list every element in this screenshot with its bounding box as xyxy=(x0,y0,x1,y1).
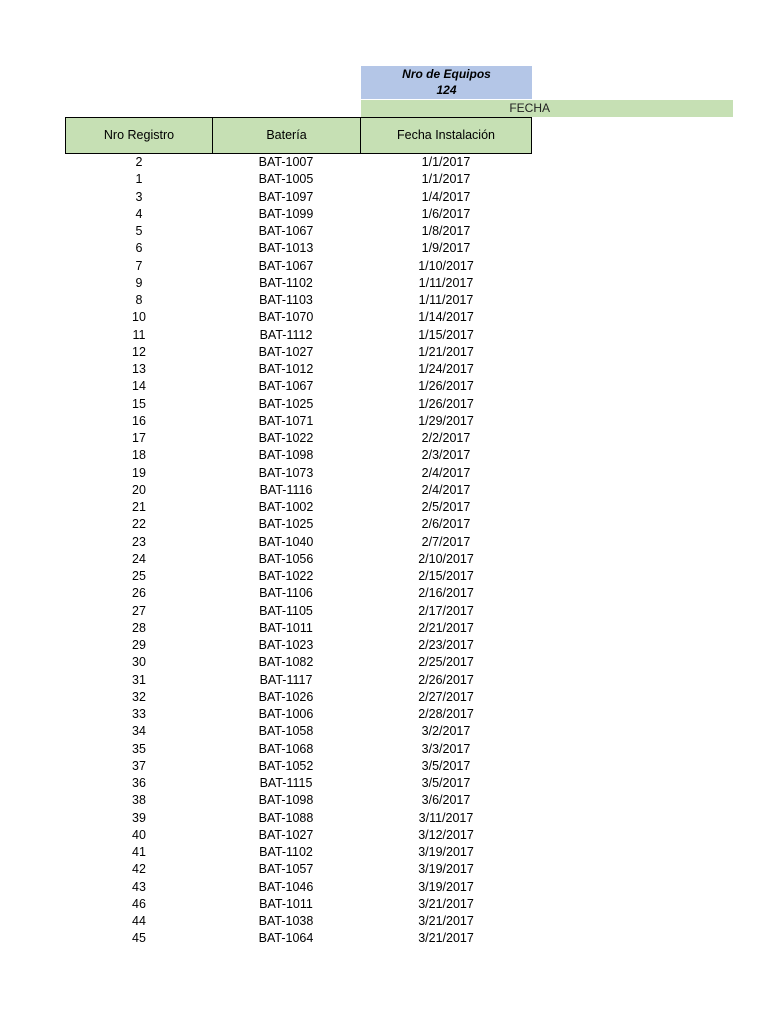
table-row xyxy=(65,378,532,395)
nro-registro-cell[interactable]: 8 xyxy=(135,293,143,307)
fecha-instalacion-cell[interactable]: 2/15/2017 xyxy=(418,569,474,583)
bateria-cell[interactable]: BAT-1064 xyxy=(258,931,314,946)
nro-registro-cell[interactable]: 10 xyxy=(132,310,146,325)
fecha-instalacion-cell[interactable]: 3/3/2017 xyxy=(421,741,471,756)
bateria-cell[interactable]: BAT-1068 xyxy=(258,741,314,756)
table-row xyxy=(65,603,532,620)
bateria-cell[interactable]: BAT-1012 xyxy=(258,362,314,376)
table-row xyxy=(65,447,532,464)
table-row xyxy=(65,258,532,275)
bateria-cell[interactable]: BAT-1102 xyxy=(259,845,313,859)
table-row xyxy=(65,292,532,309)
table-header xyxy=(65,117,532,154)
table-row xyxy=(65,654,532,671)
bateria-cell[interactable]: BAT-1105 xyxy=(259,603,313,618)
nro-registro-cell[interactable]: 30 xyxy=(132,655,146,670)
table-row xyxy=(65,585,532,602)
table-row xyxy=(65,240,532,257)
fecha-instalacion-cell[interactable]: 1/26/2017 xyxy=(418,396,474,411)
column-header-bateria[interactable]: Batería xyxy=(212,117,361,154)
bateria-cell[interactable]: BAT-1097 xyxy=(258,189,314,204)
nro-registro-cell[interactable]: 23 xyxy=(132,534,146,549)
fecha-band-label: FECHA xyxy=(509,101,550,115)
nro-registro-cell[interactable]: 3 xyxy=(135,189,143,204)
table-row xyxy=(65,189,532,206)
fecha-instalacion-cell[interactable]: 2/6/2017 xyxy=(421,517,471,532)
table-row xyxy=(65,275,532,292)
fecha-instalacion-cell[interactable]: 2/21/2017 xyxy=(418,620,474,635)
fecha-instalacion-cell[interactable]: 1/1/2017 xyxy=(421,155,471,169)
column-header-fecha-instalacion[interactable]: Fecha Instalación xyxy=(360,117,532,154)
fecha-instalacion-cell[interactable]: 2/7/2017 xyxy=(421,534,471,549)
bateria-cell[interactable]: BAT-1022 xyxy=(258,569,314,583)
bateria-cell[interactable]: BAT-1007 xyxy=(258,155,314,169)
bateria-cell[interactable]: BAT-1057 xyxy=(258,862,314,877)
bateria-cell[interactable]: BAT-1040 xyxy=(258,534,314,549)
fecha-instalacion-cell[interactable]: 1/1/2017 xyxy=(421,172,471,187)
table-row xyxy=(65,499,532,516)
nro-registro-cell[interactable]: 38 xyxy=(132,793,146,808)
nro-registro-cell[interactable]: 34 xyxy=(132,724,146,739)
nro-registro-cell[interactable]: 4 xyxy=(135,206,143,221)
bateria-cell[interactable]: BAT-1098 xyxy=(258,448,314,463)
bateria-cell[interactable]: BAT-1022 xyxy=(258,431,314,445)
nro-registro-cell[interactable]: 21 xyxy=(132,500,146,514)
fecha-instalacion-cell[interactable]: 3/19/2017 xyxy=(418,845,474,859)
bateria-cell[interactable]: BAT-1112 xyxy=(259,327,313,342)
nro-registro-cell[interactable]: 45 xyxy=(132,931,146,946)
table-row xyxy=(65,413,532,430)
bateria-cell[interactable]: BAT-1023 xyxy=(258,638,314,652)
bateria-cell[interactable]: BAT-1082 xyxy=(258,655,314,670)
nro-registro-cell[interactable]: 27 xyxy=(132,603,146,618)
nro-registro-cell[interactable]: 6 xyxy=(135,241,143,256)
fecha-instalacion-cell[interactable]: 1/14/2017 xyxy=(418,310,474,325)
table-body xyxy=(65,154,532,948)
nro-registro-cell[interactable]: 11 xyxy=(132,327,146,342)
table-row xyxy=(65,361,532,378)
fecha-instalacion-cell[interactable]: 1/29/2017 xyxy=(418,413,474,428)
nro-registro-cell[interactable]: 31 xyxy=(132,672,146,687)
bateria-cell[interactable]: BAT-1013 xyxy=(258,241,314,256)
bateria-cell[interactable]: BAT-1106 xyxy=(259,586,313,601)
bateria-cell[interactable]: BAT-1115 xyxy=(259,776,313,790)
bateria-cell[interactable]: BAT-1088 xyxy=(258,810,314,825)
fecha-instalacion-cell[interactable]: 3/21/2017 xyxy=(418,931,474,946)
fecha-instalacion-cell[interactable]: 2/4/2017 xyxy=(421,465,471,480)
table-row xyxy=(65,223,532,240)
nro-registro-cell[interactable]: 12 xyxy=(132,344,146,359)
table-row xyxy=(65,844,532,861)
fecha-instalacion-cell[interactable]: 3/2/2017 xyxy=(421,724,471,739)
table-row xyxy=(65,482,532,499)
table-row xyxy=(65,896,532,913)
nro-registro-cell[interactable]: 25 xyxy=(132,569,146,583)
fecha-header-band xyxy=(361,100,733,117)
fecha-instalacion-cell[interactable]: 1/11/2017 xyxy=(418,275,474,290)
nro-registro-cell[interactable]: 19 xyxy=(132,465,146,480)
table-row xyxy=(65,430,532,447)
fecha-instalacion-cell[interactable]: 3/5/2017 xyxy=(421,758,471,773)
bateria-cell[interactable]: BAT-1099 xyxy=(258,206,314,221)
equipment-count-value: 124 xyxy=(436,83,457,97)
nro-registro-cell[interactable]: 13 xyxy=(132,362,146,376)
table-row xyxy=(65,327,532,344)
nro-registro-cell[interactable]: 2 xyxy=(135,155,143,169)
fecha-instalacion-cell[interactable]: 3/19/2017 xyxy=(418,862,474,877)
bateria-cell[interactable]: BAT-1005 xyxy=(258,172,314,187)
fecha-instalacion-cell[interactable]: 2/5/2017 xyxy=(421,500,471,514)
nro-registro-cell[interactable]: 20 xyxy=(132,482,146,497)
bateria-cell[interactable]: BAT-1070 xyxy=(258,310,314,325)
fecha-instalacion-cell[interactable]: 1/8/2017 xyxy=(421,224,471,238)
fecha-instalacion-cell[interactable]: 2/28/2017 xyxy=(418,707,474,721)
nro-registro-cell[interactable]: 22 xyxy=(132,517,146,532)
bateria-cell[interactable]: BAT-1025 xyxy=(258,396,314,411)
bateria-cell[interactable]: BAT-1067 xyxy=(258,224,314,238)
table-row xyxy=(65,723,532,740)
table-row xyxy=(65,827,532,844)
fecha-instalacion-cell[interactable]: 1/15/2017 xyxy=(418,327,474,342)
bateria-cell[interactable]: BAT-1046 xyxy=(258,879,314,894)
table-row xyxy=(65,344,532,361)
column-header-nro-registro[interactable]: Nro Registro xyxy=(65,117,213,154)
fecha-instalacion-cell[interactable]: 1/9/2017 xyxy=(421,241,471,256)
nro-registro-cell[interactable]: 14 xyxy=(132,379,146,394)
table-row xyxy=(65,396,532,413)
bateria-cell[interactable]: BAT-1098 xyxy=(258,793,314,808)
table-row xyxy=(65,879,532,896)
table-row xyxy=(65,154,532,171)
table-row xyxy=(65,775,532,792)
fecha-instalacion-cell[interactable]: 1/11/2017 xyxy=(418,293,474,307)
nro-registro-cell[interactable]: 42 xyxy=(132,862,146,877)
nro-registro-cell[interactable]: 41 xyxy=(132,845,146,859)
bateria-cell[interactable]: BAT-1052 xyxy=(258,758,314,773)
bateria-cell[interactable]: BAT-1038 xyxy=(258,914,314,928)
nro-registro-cell[interactable]: 44 xyxy=(132,914,146,928)
fecha-instalacion-cell[interactable]: 2/3/2017 xyxy=(421,448,471,463)
bateria-cell[interactable]: BAT-1116 xyxy=(259,482,313,497)
nro-registro-cell[interactable]: 26 xyxy=(132,586,146,601)
nro-registro-cell[interactable]: 28 xyxy=(132,620,146,635)
table-row xyxy=(65,516,532,533)
bateria-cell[interactable]: BAT-1067 xyxy=(258,379,314,394)
nro-registro-cell[interactable]: 15 xyxy=(132,396,146,411)
table-row xyxy=(65,792,532,809)
table-row xyxy=(65,551,532,568)
nro-registro-cell[interactable]: 37 xyxy=(132,758,146,773)
bateria-cell[interactable]: BAT-1002 xyxy=(258,500,314,514)
nro-registro-cell[interactable]: 17 xyxy=(132,431,146,445)
table-row xyxy=(65,171,532,188)
table-row xyxy=(65,309,532,326)
table-row xyxy=(65,206,532,223)
equipment-count-box xyxy=(361,66,532,99)
bateria-cell[interactable]: BAT-1026 xyxy=(258,689,314,704)
fecha-instalacion-cell[interactable]: 1/21/2017 xyxy=(418,344,474,359)
fecha-instalacion-cell[interactable]: 1/10/2017 xyxy=(418,258,474,273)
nro-registro-cell[interactable]: 5 xyxy=(135,224,143,238)
fecha-instalacion-cell[interactable]: 3/5/2017 xyxy=(421,776,471,790)
nro-registro-cell[interactable]: 1 xyxy=(135,172,143,187)
bateria-cell[interactable]: BAT-1027 xyxy=(258,344,314,359)
bateria-cell[interactable]: BAT-1011 xyxy=(259,620,313,635)
table-row xyxy=(65,672,532,689)
fecha-instalacion-cell[interactable]: 2/17/2017 xyxy=(418,603,474,618)
table-row xyxy=(65,913,532,930)
equipment-count-title: Nro de Equipos xyxy=(402,67,491,81)
fecha-instalacion-cell[interactable]: 1/6/2017 xyxy=(421,206,471,221)
fecha-instalacion-cell[interactable]: 2/10/2017 xyxy=(418,551,474,566)
bateria-cell[interactable]: BAT-1011 xyxy=(259,896,313,911)
fecha-instalacion-cell[interactable]: 2/23/2017 xyxy=(418,638,474,652)
nro-registro-cell[interactable]: 43 xyxy=(132,879,146,894)
fecha-instalacion-cell[interactable]: 3/12/2017 xyxy=(418,827,474,842)
table-row xyxy=(65,465,532,482)
nro-registro-cell[interactable]: 24 xyxy=(132,551,146,566)
nro-registro-cell[interactable]: 39 xyxy=(132,810,146,825)
nro-registro-cell[interactable]: 35 xyxy=(132,741,146,756)
fecha-instalacion-cell[interactable]: 2/26/2017 xyxy=(418,672,474,687)
nro-registro-cell[interactable]: 7 xyxy=(135,258,143,273)
nro-registro-cell[interactable]: 9 xyxy=(135,275,143,290)
table-row xyxy=(65,706,532,723)
bateria-cell[interactable]: BAT-1006 xyxy=(258,707,314,721)
table-row xyxy=(65,689,532,706)
bateria-cell[interactable]: BAT-1103 xyxy=(259,293,313,307)
nro-registro-cell[interactable]: 32 xyxy=(132,689,146,704)
fecha-instalacion-cell[interactable]: 3/21/2017 xyxy=(418,896,474,911)
table-row xyxy=(65,930,532,947)
bateria-cell[interactable]: BAT-1071 xyxy=(258,413,314,428)
bateria-cell[interactable]: BAT-1025 xyxy=(258,517,314,532)
table-row xyxy=(65,758,532,775)
bateria-cell[interactable]: BAT-1056 xyxy=(258,551,314,566)
bateria-cell[interactable]: BAT-1102 xyxy=(259,275,313,290)
table-row xyxy=(65,620,532,637)
fecha-instalacion-cell[interactable]: 2/27/2017 xyxy=(418,689,474,704)
fecha-instalacion-cell[interactable]: 3/6/2017 xyxy=(421,793,471,808)
table-row xyxy=(65,568,532,585)
bateria-cell[interactable]: BAT-1067 xyxy=(258,258,314,273)
bateria-cell[interactable]: BAT-1117 xyxy=(259,672,313,687)
fecha-instalacion-cell[interactable]: 1/4/2017 xyxy=(421,189,471,204)
nro-registro-cell[interactable]: 29 xyxy=(132,638,146,652)
fecha-instalacion-cell[interactable]: 3/21/2017 xyxy=(418,914,474,928)
fecha-instalacion-cell[interactable]: 2/16/2017 xyxy=(418,586,474,601)
fecha-instalacion-cell[interactable]: 1/24/2017 xyxy=(418,362,474,376)
table-row xyxy=(65,741,532,758)
fecha-instalacion-cell[interactable]: 2/25/2017 xyxy=(418,655,474,670)
table-row xyxy=(65,810,532,827)
table-row xyxy=(65,861,532,878)
fecha-instalacion-cell[interactable]: 2/2/2017 xyxy=(421,431,471,445)
nro-registro-cell[interactable]: 18 xyxy=(132,448,146,463)
nro-registro-cell[interactable]: 16 xyxy=(132,413,146,428)
fecha-instalacion-cell[interactable]: 1/26/2017 xyxy=(418,379,474,394)
table-row xyxy=(65,534,532,551)
nro-registro-cell[interactable]: 46 xyxy=(132,896,146,911)
fecha-instalacion-cell[interactable]: 3/19/2017 xyxy=(418,879,474,894)
bateria-cell[interactable]: BAT-1027 xyxy=(258,827,314,842)
fecha-instalacion-cell[interactable]: 3/11/2017 xyxy=(418,810,474,825)
nro-registro-cell[interactable]: 40 xyxy=(132,827,146,842)
bateria-cell[interactable]: BAT-1073 xyxy=(258,465,314,480)
bateria-cell[interactable]: BAT-1058 xyxy=(258,724,314,739)
table-row xyxy=(65,637,532,654)
fecha-instalacion-cell[interactable]: 2/4/2017 xyxy=(421,482,471,497)
nro-registro-cell[interactable]: 33 xyxy=(132,707,146,721)
nro-registro-cell[interactable]: 36 xyxy=(132,776,146,790)
